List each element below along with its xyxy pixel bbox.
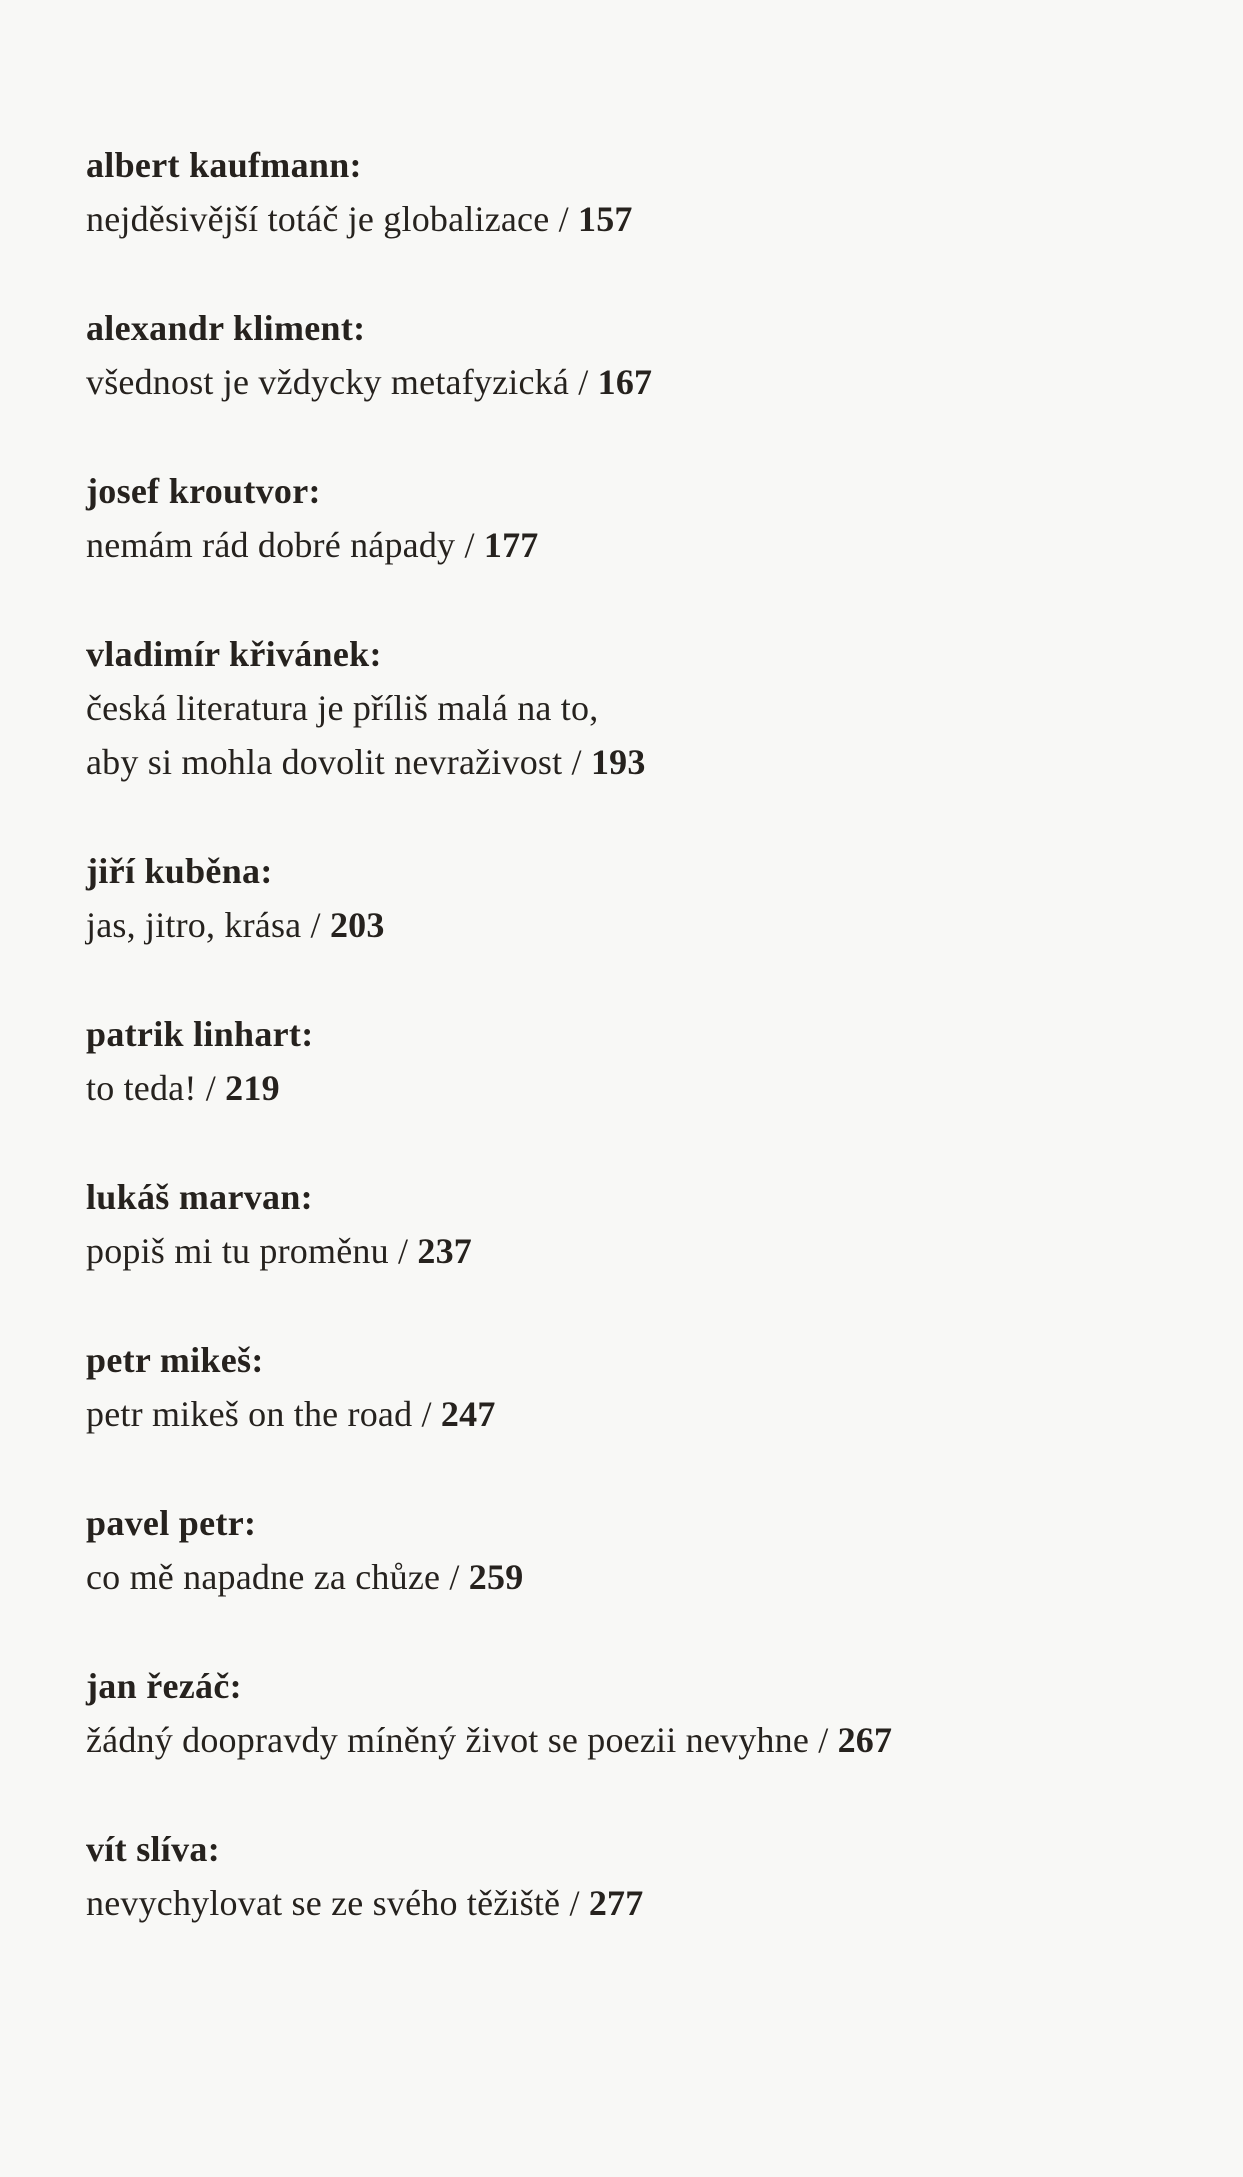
toc-entry-line [86,355,1183,409]
toc-entry-line [86,1713,1183,1767]
toc-line-text: nemám rád dobré nápady [86,525,456,565]
toc-entry [86,464,1183,572]
toc-entry [86,138,1183,246]
toc-entry [86,1333,1183,1441]
toc-entry-line [86,1387,1183,1441]
page-separator: / [398,1231,409,1271]
toc-line-text: česká literatura je příliš malá na to, [86,688,599,728]
toc-entry [86,1659,1183,1767]
page-number: 167 [597,362,653,402]
page-separator: / [205,1068,216,1108]
toc-entry-line [86,1550,1183,1604]
toc-entry-line [86,1876,1183,1930]
page-separator: / [571,742,582,782]
toc-line-text: nejděsivější totáč je globalizace [86,199,550,239]
page-number: 193 [590,742,646,782]
toc-entry-author: vladimír křivánek: [86,634,382,674]
toc-entry-author: pavel petr: [86,1503,257,1543]
toc-line-text: aby si mohla dovolit nevraživost [86,742,563,782]
page-separator: / [310,905,321,945]
toc-entry-author: jiří kuběna: [86,851,273,891]
toc-line-text: žádný doopravdy míněný život se poezii nevyhne [86,1720,809,1760]
toc-line-text: jas, jitro, krása [86,905,302,945]
toc-entry-line [86,735,1183,789]
page-number: 157 [578,199,633,239]
page-separator: / [818,1720,829,1760]
toc-entry [86,1822,1183,1930]
page-number: 177 [483,525,539,565]
toc-entry-author: patrik linhart: [86,1014,314,1054]
toc-entry [86,627,1183,789]
toc-entry [86,1007,1183,1115]
toc-entry [86,844,1183,952]
page-separator: / [558,199,569,239]
toc-entry-line [86,518,1183,572]
toc-entry [86,1170,1183,1278]
page-number: 247 [440,1394,496,1434]
page-separator: / [464,525,475,565]
toc-entry-author: albert kaufmann: [86,145,362,185]
toc-entry-line [86,1061,1183,1115]
page-number: 219 [225,1068,280,1108]
page-separator: / [578,362,589,402]
page-separator: / [421,1394,432,1434]
toc-entry [86,1496,1183,1604]
toc-entry-line [86,681,1183,735]
toc-line-text: to teda! [86,1068,197,1108]
page-number: 259 [468,1557,524,1597]
page-separator: / [449,1557,460,1597]
toc-entry-author: lukáš marvan: [86,1177,313,1217]
toc-entry-author: vít slíva: [86,1829,220,1869]
page-number: 203 [329,905,385,945]
toc-entry-author: petr mikeš: [86,1340,264,1380]
toc-line-text: co mě napadne za chůze [86,1557,441,1597]
toc-entry-line [86,192,1183,246]
page-number: 267 [837,1720,893,1760]
toc-line-text: nevychylovat se ze svého těžiště [86,1883,561,1923]
toc-entry-author: alexandr kliment: [86,308,366,348]
page-number: 277 [588,1883,644,1923]
toc-line-text: petr mikeš on the road [86,1394,413,1434]
toc-entry-line [86,898,1183,952]
page-number: 237 [417,1231,473,1271]
toc-entry-author: jan řezáč: [86,1666,242,1706]
page-separator: / [569,1883,580,1923]
toc-entry-line [86,1224,1183,1278]
toc-entry-author: josef kroutvor: [86,471,321,511]
toc-line-text: všednost je vždycky metafyzická [86,362,570,402]
toc-entry [86,301,1183,409]
toc-line-text: popiš mi tu proměnu [86,1231,389,1271]
